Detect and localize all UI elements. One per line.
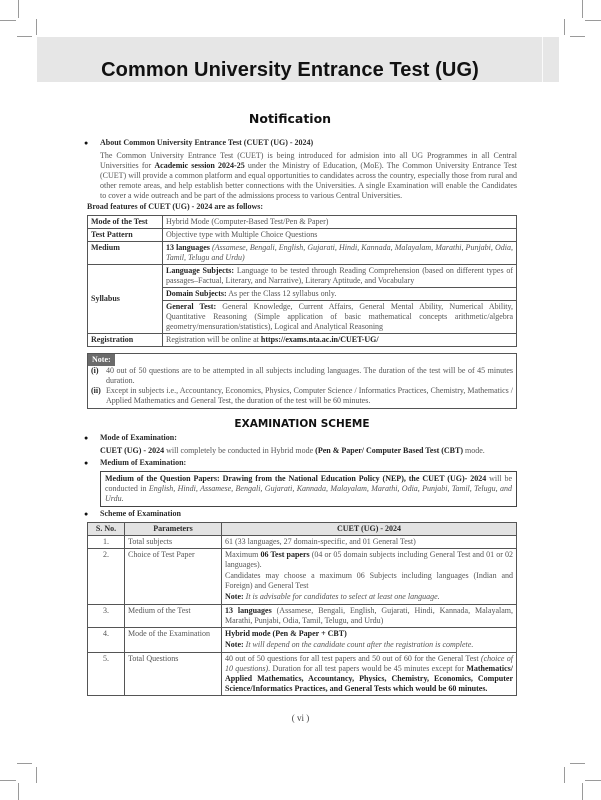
registration-link[interactable]: https://exams.nta.ac.in/CUET-UG/ [260, 335, 379, 344]
pattern-label: Test Pattern [88, 229, 163, 242]
crop-mark [17, 36, 32, 37]
table-row [88, 229, 517, 242]
row-number: 5. [88, 653, 125, 696]
page-title: Common University Entrance Test (UG) [101, 59, 479, 81]
mode-of-examination-heading: ● Mode of Examination: [87, 433, 517, 443]
row-value: 40 out of 50 questions for all test papers and 50 out of 60 for the General Test (choice of 10 questions). Duration for all test papers would be 45 minutes except for Mathematics/ Applied Mathematics, Accountancy, Physics, Chemistry, Economics, Computer Science/Informatics Practices, and General Tests which would be 60 minutes. [222, 653, 517, 696]
row-value: 13 languages (Assamese, Bengali, English, Gujarati, Hindi, Kannada, Malayalam, Marathi, Punjabi, Odia, Tamil, Telugu, and Urdu) [222, 605, 517, 628]
examination-scheme-heading: EXAMINATION SCHEME [234, 418, 370, 430]
crop-mark [0, 780, 16, 781]
table-row [88, 549, 517, 605]
row-value: Hybrid mode (Pen & Paper + CBT) Note: It will depend on the candidate count after the registration is complete. [222, 628, 517, 653]
syllabus-label: Syllabus [88, 265, 163, 334]
row-value: 61 (33 languages, 27 domain-specific, and 01 General Test) [222, 536, 517, 549]
language-subjects: Language Subjects: Language to be tested through Reading Comprehension (based on different types of passages–Factual, Literary, and Narrative), Literary Aptitude, and Vocabulary [163, 265, 517, 288]
medium-value: 13 languages (Assamese, Bengali, English, Gujarati, Hindi, Kannada, Malayalam, Marathi, Punjabi, Odia, Tamil, Telugu and Urdu) [163, 242, 517, 265]
crop-mark [585, 780, 601, 781]
crop-mark [36, 767, 37, 783]
mode-label: Mode of the Test [88, 216, 163, 229]
document-body [87, 136, 517, 696]
crop-mark [582, 783, 583, 800]
row-number: 4. [88, 628, 125, 653]
table-row [88, 216, 517, 229]
row-number: 1. [88, 536, 125, 549]
crop-mark [36, 19, 37, 35]
row-value: Maximum 06 Test papers (04 or 05 domain subjects including General Test and 01 or 02 languages). Candidates may choose a maximum 06 Subjects including languages (Indian and Foreign) and General Test Note: It is advisable for candidates to select at least one language. [222, 549, 517, 605]
pattern-value: Objective type with Multiple Choice Questions [163, 229, 517, 242]
note-item: (ii) Except in subjects i.e., Accountancy, Economics, Physics, Computer Science / Informatics Practices, Chemistry, Mathematics / Applied Mathematics and General Test, the duration of the test will be 60 minutes. [91, 386, 513, 405]
table-row [88, 605, 517, 628]
table-header-row [88, 523, 517, 536]
crop-mark [18, 0, 19, 18]
crop-mark [570, 36, 585, 37]
scheme-table [87, 522, 517, 696]
crop-mark [582, 0, 583, 18]
row-number: 3. [88, 605, 125, 628]
note-box [87, 353, 517, 409]
row-parameter: Choice of Test Paper [125, 549, 222, 605]
features-table [87, 215, 517, 347]
about-heading: ● About Common University Entrance Test (CUET (UG) - 2024) [87, 138, 517, 148]
col-sno: S. No. [88, 523, 125, 536]
medium-label: Medium [88, 242, 163, 265]
mode-value: Hybrid Mode (Computer-Based Test/Pen & Paper) [163, 216, 517, 229]
notification-heading: Notification [248, 111, 332, 126]
scheme-of-examination-heading: ● Scheme of Examination [87, 509, 517, 519]
table-row [88, 653, 517, 696]
col-parameters: Parameters [125, 523, 222, 536]
row-parameter: Mode of the Examination [125, 628, 222, 653]
table-row [88, 536, 517, 549]
row-number: 2. [88, 549, 125, 605]
table-row [88, 265, 517, 288]
table-row [88, 242, 517, 265]
general-test: General Test: General Knowledge, Current Affairs, General Mental Ability, Numerical Ability, Quantitative Reasoning (Simple application of basic mathematical concepts arithmetic/algebra geometry/mensuration/statistics), Logical and Analytical Reasoning [163, 301, 517, 334]
table-row [88, 628, 517, 653]
crop-mark [585, 20, 601, 21]
features-heading: Broad features of CUET (UG) - 2024 are as follows: [87, 202, 264, 211]
row-parameter: Medium of the Test [125, 605, 222, 628]
note-item: (i) 40 out of 50 questions are to be attempted in all subjects including languages. The duration of the test will be of 45 minutes duration. [91, 366, 513, 385]
crop-mark [570, 763, 585, 764]
mode-of-examination-text: CUET (UG) - 2024 will completely be conducted in Hybrid mode (Pen & Paper/ Computer Based Test (CBT) mode. [100, 446, 485, 455]
table-row [88, 334, 517, 347]
row-parameter: Total subjects [125, 536, 222, 549]
row-parameter: Total Questions [125, 653, 222, 696]
crop-mark [0, 20, 16, 21]
registration-value: Registration will be online at https://exams.nta.ac.in/CUET-UG/ [163, 334, 517, 347]
col-cuet: CUET (UG) - 2024 [222, 523, 517, 536]
page-number: ( vi ) [291, 713, 310, 723]
note-label: Note: [88, 354, 115, 366]
medium-of-examination-heading: ● Medium of Examination: [87, 458, 517, 468]
about-paragraph: The Common University Entrance Test (CUET) is being introduced for admision into all UG Programmes in all Central Universities for Academic session 2024-25 under the Ministry of Education, (MoE). The Common University Entrance Test (CUET) will provide a common platform and equal opportunities to candidates across the country, especially those from rural and other remote areas, and help establish better connections with the Universities. A single Examination will enable the Candidates to cover a wide outreach and be part of the admissions process to various Central Universities. [100, 151, 517, 200]
crop-mark [564, 19, 565, 35]
registration-label: Registration [88, 334, 163, 347]
crop-mark [18, 783, 19, 800]
crop-mark [564, 767, 565, 783]
medium-box: Medium of the Question Papers: Drawing from the National Education Policy (NEP), the CUET (UG)- 2024 will be conducted in English, Hindi, Assamese, Bengali, Gujarati, Kannada, Malayalam, Marathi, Odia, Punjabi, Tamil, Telugu, and Urdu. [100, 471, 517, 507]
domain-subjects: Domain Subjects: As per the Class 12 syllabus only. [163, 288, 517, 301]
crop-mark [17, 763, 32, 764]
